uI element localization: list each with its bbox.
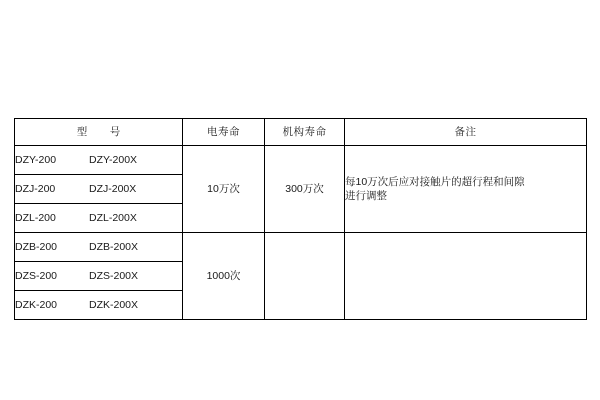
model-secondary: DZJ-200X [89, 182, 137, 195]
model-primary: DZJ-200 [15, 182, 56, 195]
model-secondary: DZB-200X [89, 240, 139, 253]
table-header-row [15, 119, 587, 146]
model-primary: DZY-200 [15, 153, 57, 166]
table-row [15, 233, 587, 262]
header-electrical-life: 电寿命 [183, 119, 265, 146]
model-primary: DZS-200 [15, 269, 58, 282]
model-cell [15, 262, 183, 291]
model-secondary: DZK-200X [89, 298, 139, 311]
model-cell [15, 175, 183, 204]
mechanical-life-group-2 [265, 233, 345, 320]
remark-line-1: 每10万次后应对接触片的超行程和间隙 [345, 175, 525, 188]
model-secondary: DZL-200X [89, 211, 137, 224]
model-cell [15, 233, 183, 262]
remark-group-2 [345, 233, 587, 320]
spec-table-container [14, 118, 586, 320]
model-primary: DZB-200 [15, 240, 58, 253]
model-primary: DZK-200 [15, 298, 58, 311]
model-primary: DZL-200 [15, 211, 56, 224]
electrical-life-group-2: 1000次 [183, 233, 265, 320]
header-mechanical-life: 机构寿命 [265, 119, 345, 146]
mechanical-life-group-1: 300万次 [265, 146, 345, 233]
model-secondary: DZY-200X [89, 153, 138, 166]
model-secondary: DZS-200X [89, 269, 139, 282]
remark-line-2: 进行调整 [345, 190, 387, 202]
electrical-life-group-1: 10万次 [183, 146, 265, 233]
table-row [15, 146, 587, 175]
header-model-label: 型 号 [76, 125, 127, 138]
model-cell [15, 146, 183, 175]
model-cell [15, 204, 183, 233]
model-cell [15, 291, 183, 320]
header-model [15, 119, 183, 146]
header-remark: 备注 [345, 119, 587, 146]
remark-group-1 [345, 146, 587, 233]
specification-table [14, 118, 587, 320]
